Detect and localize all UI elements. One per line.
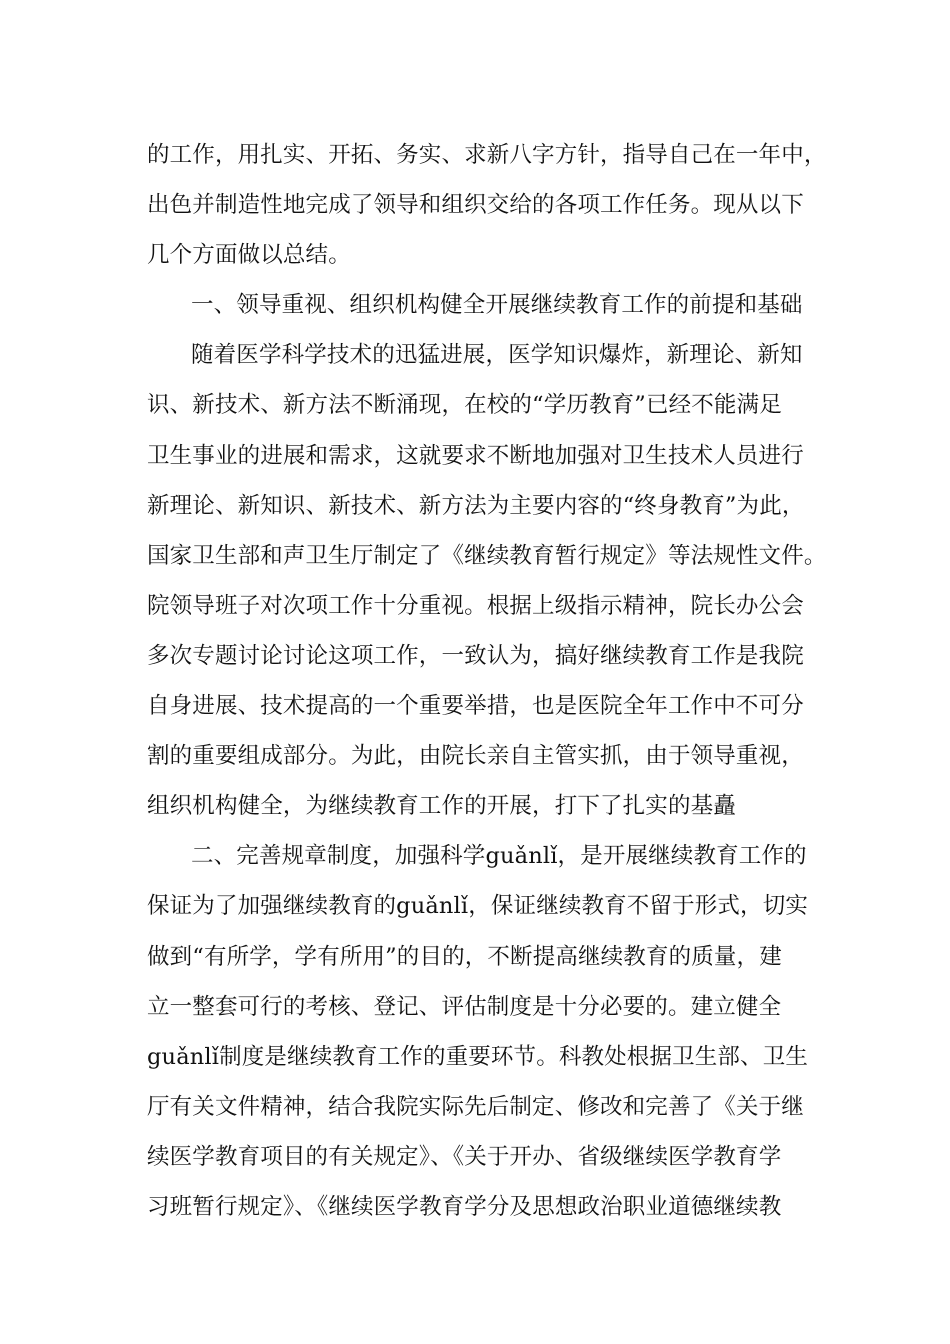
text-line: 立一整套可行的考核、登记、评估制度是十分必要的。建立健全 [147, 993, 782, 1020]
section-heading-1: 一、领导重视、组织机构健全开展继续教育工作的前提和基础 [191, 292, 803, 319]
text-line: guǎnlǐ制度是继续教育工作的重要环节。科教处根据卫生部、卫生 [147, 1043, 808, 1070]
text-line: 做到“有所学，学有所用”的目的，不断提高继续教育的质量，建 [147, 943, 782, 970]
text-line: 厅有关文件精神，结合我院实际先后制定、修改和完善了《关于继 [147, 1093, 804, 1120]
text-line: 续医学教育项目的有关规定》、《关于开办、省级继续医学教育学 [147, 1143, 782, 1170]
text-line: 卫生事业的进展和需求，这就要求不断地加强对卫生技术人员进行 [147, 442, 804, 469]
text-line: 随着医学科学技术的迅猛进展，医学知识爆炸，新理论、新知 [191, 342, 803, 369]
text-line: 国家卫生部和声卫生厅制定了《继续教育暂行规定》等法规性文件。 [147, 542, 827, 569]
text-line: 多次专题讨论讨论这项工作，一致认为，搞好继续教育工作是我院 [147, 642, 804, 669]
text-line: 几个方面做以总结。 [147, 242, 351, 269]
text-line: 新理论、新知识、新技术、新方法为主要内容的“终身教育”为此， [147, 492, 805, 519]
text-line: 习班暂行规定》、《继续医学教育学分及思想政治职业道德继续教 [147, 1193, 782, 1220]
section-heading-2: 二、完善规章制度，加强科学guǎnlǐ，是开展继续教育工作的 [191, 843, 807, 870]
text-line: 院领导班子对次项工作十分重视。根据上级指示精神，院长办公会 [147, 592, 804, 619]
text-line: 组织机构健全，为继续教育工作的开展，打下了扎实的基矗 [147, 793, 736, 820]
body-text [147, 130, 827, 1232]
text-line: 割的重要组成部分。为此，由院长亲自主管实抓，由于领导重视， [147, 743, 804, 770]
text-line: 的工作，用扎实、开拓、务实、求新八字方针，指导自己在一年中， [147, 142, 827, 168]
text-line: 出色并制造性地完成了领导和组织交给的各项工作任务。现从以下 [147, 192, 804, 219]
text-line: 保证为了加强继续教育的guǎnlǐ，保证继续教育不留于形式，切实 [147, 893, 808, 920]
text-line: 自身进展、技术提高的一个重要举措，也是医院全年工作中不可分 [147, 693, 804, 720]
text-line: 识、新技术、新方法不断涌现，在校的“学历教育”已经不能满足 [147, 392, 782, 419]
